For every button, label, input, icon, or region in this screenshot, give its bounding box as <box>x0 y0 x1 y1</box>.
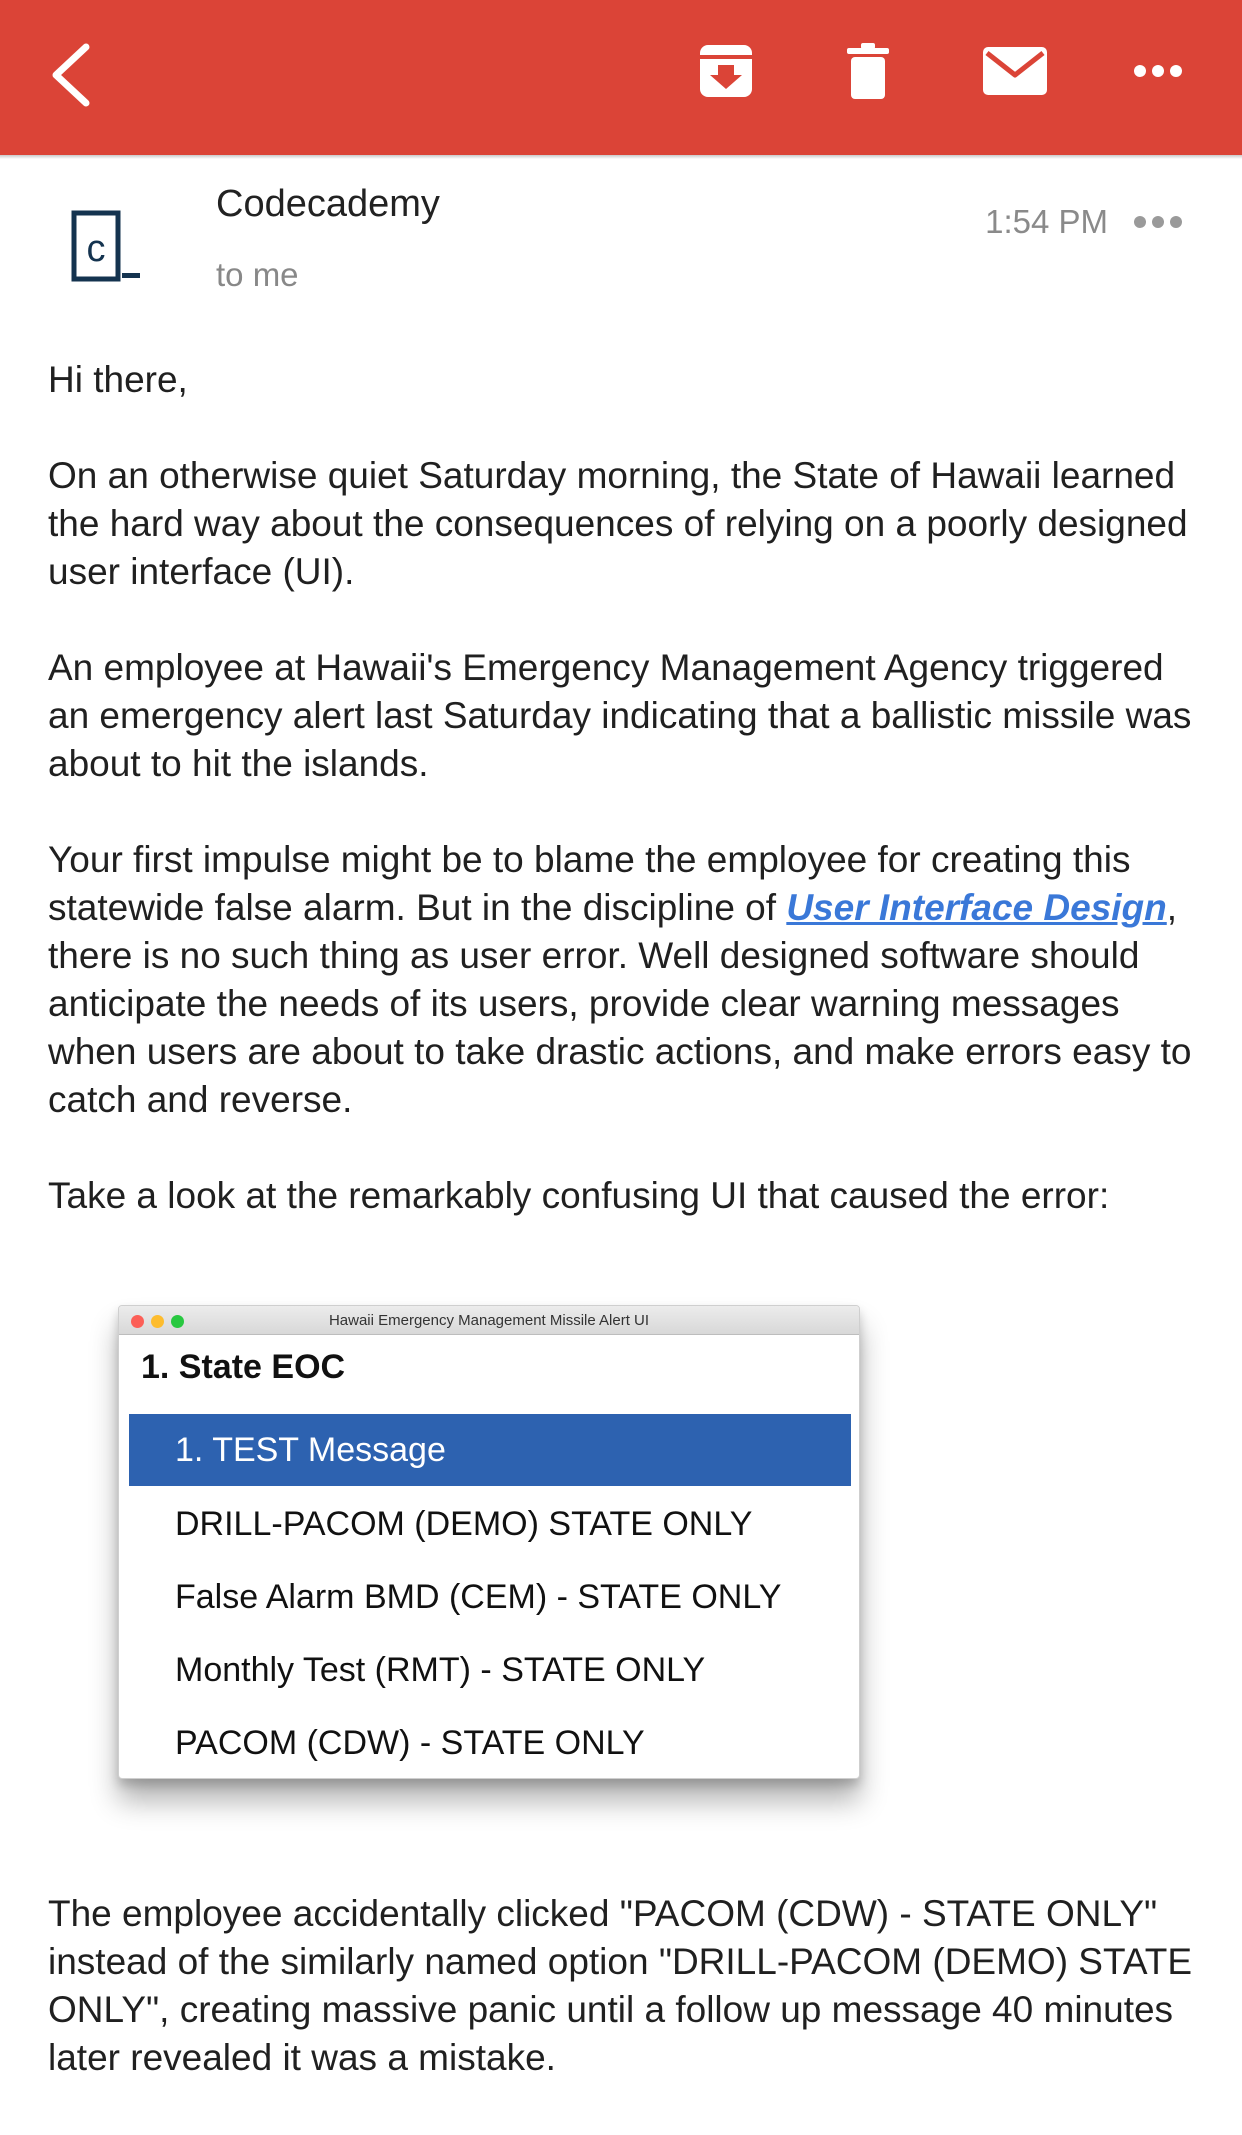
greeting: Hi there, <box>48 359 188 400</box>
minimize-window-icon <box>151 1315 164 1328</box>
toolbar-shadow <box>0 155 1242 159</box>
body-paragraph: The employee accidentally clicked "PACOM (CDW) - STATE ONLY" instead of the similarly named option "DRILL-PACOM (DEMO) STATE ONLY", creating massive panic until a follow up message 40 minutes later revealed it was a mistake. <box>48 1893 1193 2078</box>
close-window-icon <box>131 1315 144 1328</box>
email-toolbar <box>0 0 1242 155</box>
zoom-window-icon <box>171 1315 184 1328</box>
message-more-button[interactable] <box>1130 200 1186 244</box>
sender-name[interactable]: Codecademy <box>216 183 440 225</box>
codecademy-logo-icon <box>56 205 156 295</box>
alert-option: DRILL-PACOM (DEMO) STATE ONLY <box>175 1505 753 1543</box>
alert-option: 1. TEST Message <box>129 1414 851 1486</box>
alert-option: False Alarm BMD (CEM) - STATE ONLY <box>175 1578 782 1616</box>
delete-button[interactable] <box>832 35 904 107</box>
paragraph-text: Your first impulse might be to blame the employee for creating this statewide false alarm. But in the discipline of <box>48 839 1131 928</box>
trash-icon <box>845 43 891 99</box>
alert-heading: 1. State EOC <box>141 1348 346 1386</box>
mail-icon <box>983 47 1047 95</box>
window-titlebar <box>119 1306 859 1335</box>
ui-design-link[interactable]: User Interface Design <box>786 887 1167 928</box>
back-button[interactable] <box>40 30 100 120</box>
chevron-left-icon <box>48 43 92 107</box>
body-paragraph: Take a look at the remarkably confusing UI that caused the error: <box>48 1175 1110 1216</box>
archive-button[interactable] <box>690 35 762 107</box>
recipient-line[interactable]: to me <box>216 256 299 293</box>
more-options-button[interactable] <box>1126 35 1190 107</box>
alert-option: Monthly Test (RMT) - STATE ONLY <box>175 1651 706 1689</box>
body-paragraph: An employee at Hawaii's Emergency Management Agency triggered an emergency alert last Saturday indicating that a ballistic missile was about to hit the islands. <box>48 647 1192 784</box>
more-horizontal-icon <box>1133 215 1183 229</box>
archive-icon <box>698 43 754 99</box>
sender-avatar[interactable] <box>56 205 156 295</box>
message-time: 1:54 PM <box>985 203 1108 240</box>
paragraph-text: , there is no such thing as user error. Well designed software should anticipate the needs of its users, provide clear warning messages when users are about to take drastic actions, and make errors easy to catch and reverse. <box>48 887 1192 1120</box>
body-paragraph: On an otherwise quiet Saturday morning, the State of Hawaii learned the hard way about the consequences of relying on a poorly designed user interface (UI). <box>48 455 1188 592</box>
svg-text:c: c <box>86 228 106 270</box>
missile-alert-ui-image <box>118 1305 860 1779</box>
mark-unread-button[interactable] <box>976 35 1054 107</box>
window-title: Hawaii Emergency Management Missile Alert UI <box>328 1312 650 1329</box>
body-paragraph <box>48 836 1208 1124</box>
alert-option: PACOM (CDW) - STATE ONLY <box>175 1724 645 1762</box>
more-horizontal-icon <box>1133 64 1183 78</box>
